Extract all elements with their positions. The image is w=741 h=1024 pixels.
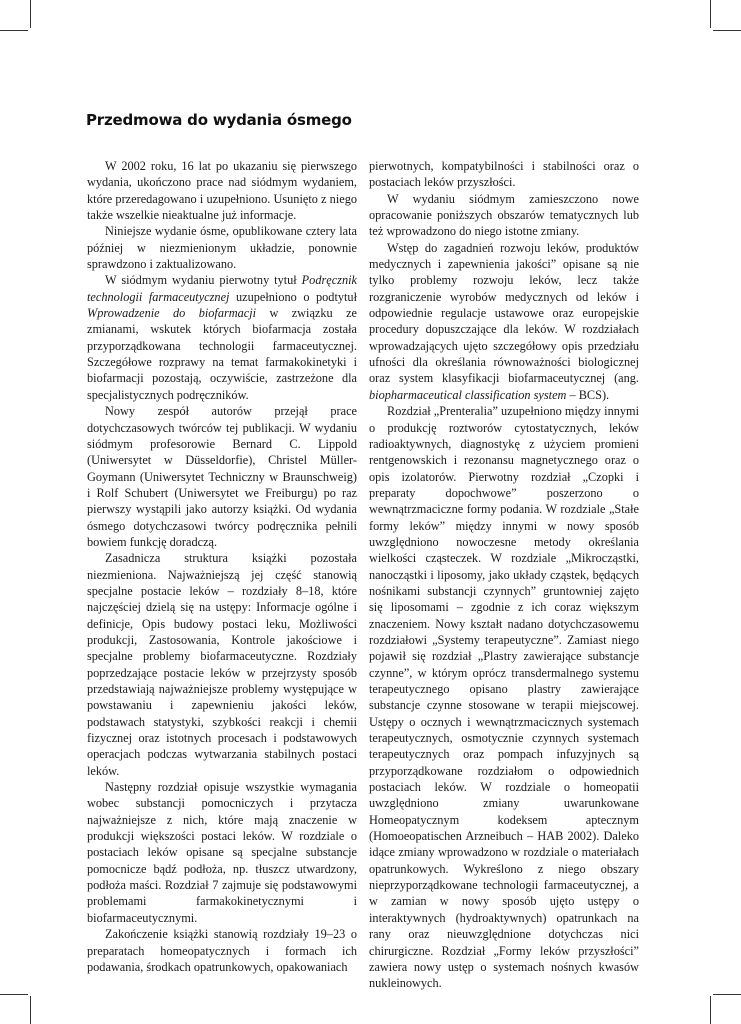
paragraph-text: – BCS). <box>566 387 610 402</box>
paragraph: Następny rozdział opisuje wszystkie wymagania wobec substancji pomocniczych i przytacza najważniejsze z nich, które mają znaczenie w produkcji większości postaci leków. W rozdziale o postaciach leków opisane są specjalne substancje pomocnicze bądź podłoża, np. tłuszcz utwardzony, podłoża maści. Rozdział 7 zajmuje się podstawowymi problemami farmakokinetycznymi i biofarmaceutycznymi. <box>87 780 357 925</box>
paragraph: W 2002 roku, 16 lat po ukazaniu się pierwszego wydania, ukończono prace nad siódmym wydaniem, które przeredagowano i uzupełniono. Usunięto z niego także wszelkie nieaktualne już informacje. <box>87 159 357 223</box>
paragraph-text: W siódmym wydaniu pierwotny tytuł <box>105 273 302 288</box>
crop-mark <box>30 0 31 28</box>
crop-mark <box>710 996 711 1024</box>
crop-mark <box>713 30 741 31</box>
paragraph: W wydaniu siódmym zamieszczono nowe opracowanie poniższych obszarów tematycznych lub też wprowadzono do niego istotne zmiany. <box>369 191 639 239</box>
paragraph: Nowy zespół autorów przejął prace dotychczasowych twórców tej publikacji. W wydaniu siódmym profesorowie Bernard C. Lippold (Uniwersytet w Düsseldorfie), Christel Müller-Goymann (Uniwersytet Techniczny w Braunschweig) i Rolf Schubert (Uniwersytet we Freiburgu) po raz pierwszy wystąpili jako autorzy książki. Od wydania ósmego dotychczasowi twórcy podręcznika pełnili bowiem funkcję doradczą. <box>87 404 357 549</box>
paragraph-text: w związku ze zmianami, wskutek których biofarmacja została przyporządkowana technologii farmaceutycznej. Szczegółowe rozprawy na temat farmakokinetyki i biofarmacji pozostają, oczywiście, zastrzeżone dla specjalistycznych podręczników. <box>87 306 357 402</box>
paragraph: Rozdział „Prenteralia” uzupełniono między innymi o produkcję roztworów cytostatycznych, leków radioaktywnych, diagnostykę z użyciem promieni rentgenowskich i rezonansu magnetycznego oraz o opis izolatorów. Pierwotny rozdział „Czopki i preparaty dopochwowe” poszerzono o wewnątrzmaciczne formy podania. W rozdziale „Stałe formy leków” między innymi w nowy sposób uwzględniono nowoczesne metody określania wielkości cząsteczek. W rozdziale „Mikrocząstki, nanocząstki i liposomy, jako układy cząstek, będących nośnikami substancji czynnych” gruntowniej zajęto się liposomami – zgodnie z ich coraz większym znaczeniem. Nowy kształt nadano dotychczasowemu rozdziałowi „Systemy terapeutyczne”. Zamiast niego pojawił się rozdział „Plastry zawierające substancje czynne”, w którym oprócz transdermalnego systemu terapeutycznego opisano plastry zawierające substancje czynne stosowane w terapii miejscowej. Ustępy o ocznych i wewnątrzmacicznych systemach terapeutycznych, osmotycznie czynnych systemach terapeutycznych oraz pompach infuzyjnych są przyporządkowane rozdziałom o odpowiednich postaciach leków. W rozdziale o homeopatii uwzględniono zmiany uwarunkowane Homeopatycznym kodeksem aptecznym (Homoeopatischen Arzneibuch – HAB 2002). Daleko idące zmiany wprowadzono w rozdziale o materiałach opatrunkowych. Wykreślono z niego obszary nieprzyporządkowane technologii farmaceutycznej, a w zamian w nowy sposób ujęto ustępy o interaktywnych (hydroaktywnych) opatrunkach na rany oraz nieuwzględnione dotychczas nici chirurgiczne. Rozdział „Formy leków przyszłości” zawiera nowy ustęp o systemach nośnych kwasów nukleinowych. <box>369 404 640 991</box>
book-subtitle: Wprowadzenie do biofarmacji <box>87 306 257 321</box>
crop-mark <box>0 30 28 31</box>
crop-mark <box>710 0 711 28</box>
paragraph <box>369 240 639 403</box>
book-title: Podręcznik technologii farmaceutycznej <box>87 273 357 304</box>
crop-mark <box>30 996 31 1024</box>
paragraph: pierwotnych, kompatybilności i stabilności oraz o postaciach leków przyszłości. <box>369 159 639 190</box>
page-title: Przedmowa do wydania ósmego <box>86 111 352 129</box>
left-column <box>87 158 357 975</box>
paragraph-text: Wstęp do zagadnień rozwoju leków, produktów medycznych i zapewnienia jakości” opisane są nie tylko problemy rozwoju leków, lecz także rozgraniczenie wyrobów medycznych od leków i odpowiednie regulacje ustawowe oraz europejskie procedury dopuszczające dla leków. W rozdziałach wprowadzających ujęto szczegółowy opis przedziału ufności dla określania równoważności biologicznej oraz system klasyfikacji biofarmaceutycznej (ang. <box>369 240 639 386</box>
paragraph: Niniejsze wydanie ósme, opublikowane cztery lata później w niezmienionym układzie, ponownie sprawdzono i zaktualizowano. <box>87 224 357 272</box>
crop-mark <box>713 994 741 995</box>
paragraph <box>87 272 357 403</box>
paragraph: Zakończenie książki stanowią rozdziały 19–23 o preparatach homeopatycznych i formach ich podawania, środkach opatrunkowych, opakowaniach <box>87 927 357 974</box>
right-column <box>369 158 639 992</box>
paragraph-text: uzupełniono o podtytuł <box>229 289 357 304</box>
english-term: biopharmaceutical classification system <box>369 387 567 402</box>
crop-mark <box>0 994 28 995</box>
paragraph: Zasadnicza struktura książki pozostała niezmieniona. Najważniejszą jej część stanowią specjalne postacie leków – rozdziały 8–18, które najczęściej dzielą się na ustępy: Informacje ogólne i definicje, Opis budowy postaci leku, Możliwości produkcji, Zastosowania, Kontrole jakościowe i specjalne problemy biofarmaceutyczne. Rozdziały poprzedzające postacie leków w przejrzysty sposób przedstawiają najważniejsze problemy występujące w powstawaniu i zapewnieniu jakości leków, podstawach statystyki, szybkości reakcji i chemii fizycznej oraz istotnych procesach i podstawowych operacjach podczas wytwarzania stabilnych postaci leków. <box>87 551 357 778</box>
